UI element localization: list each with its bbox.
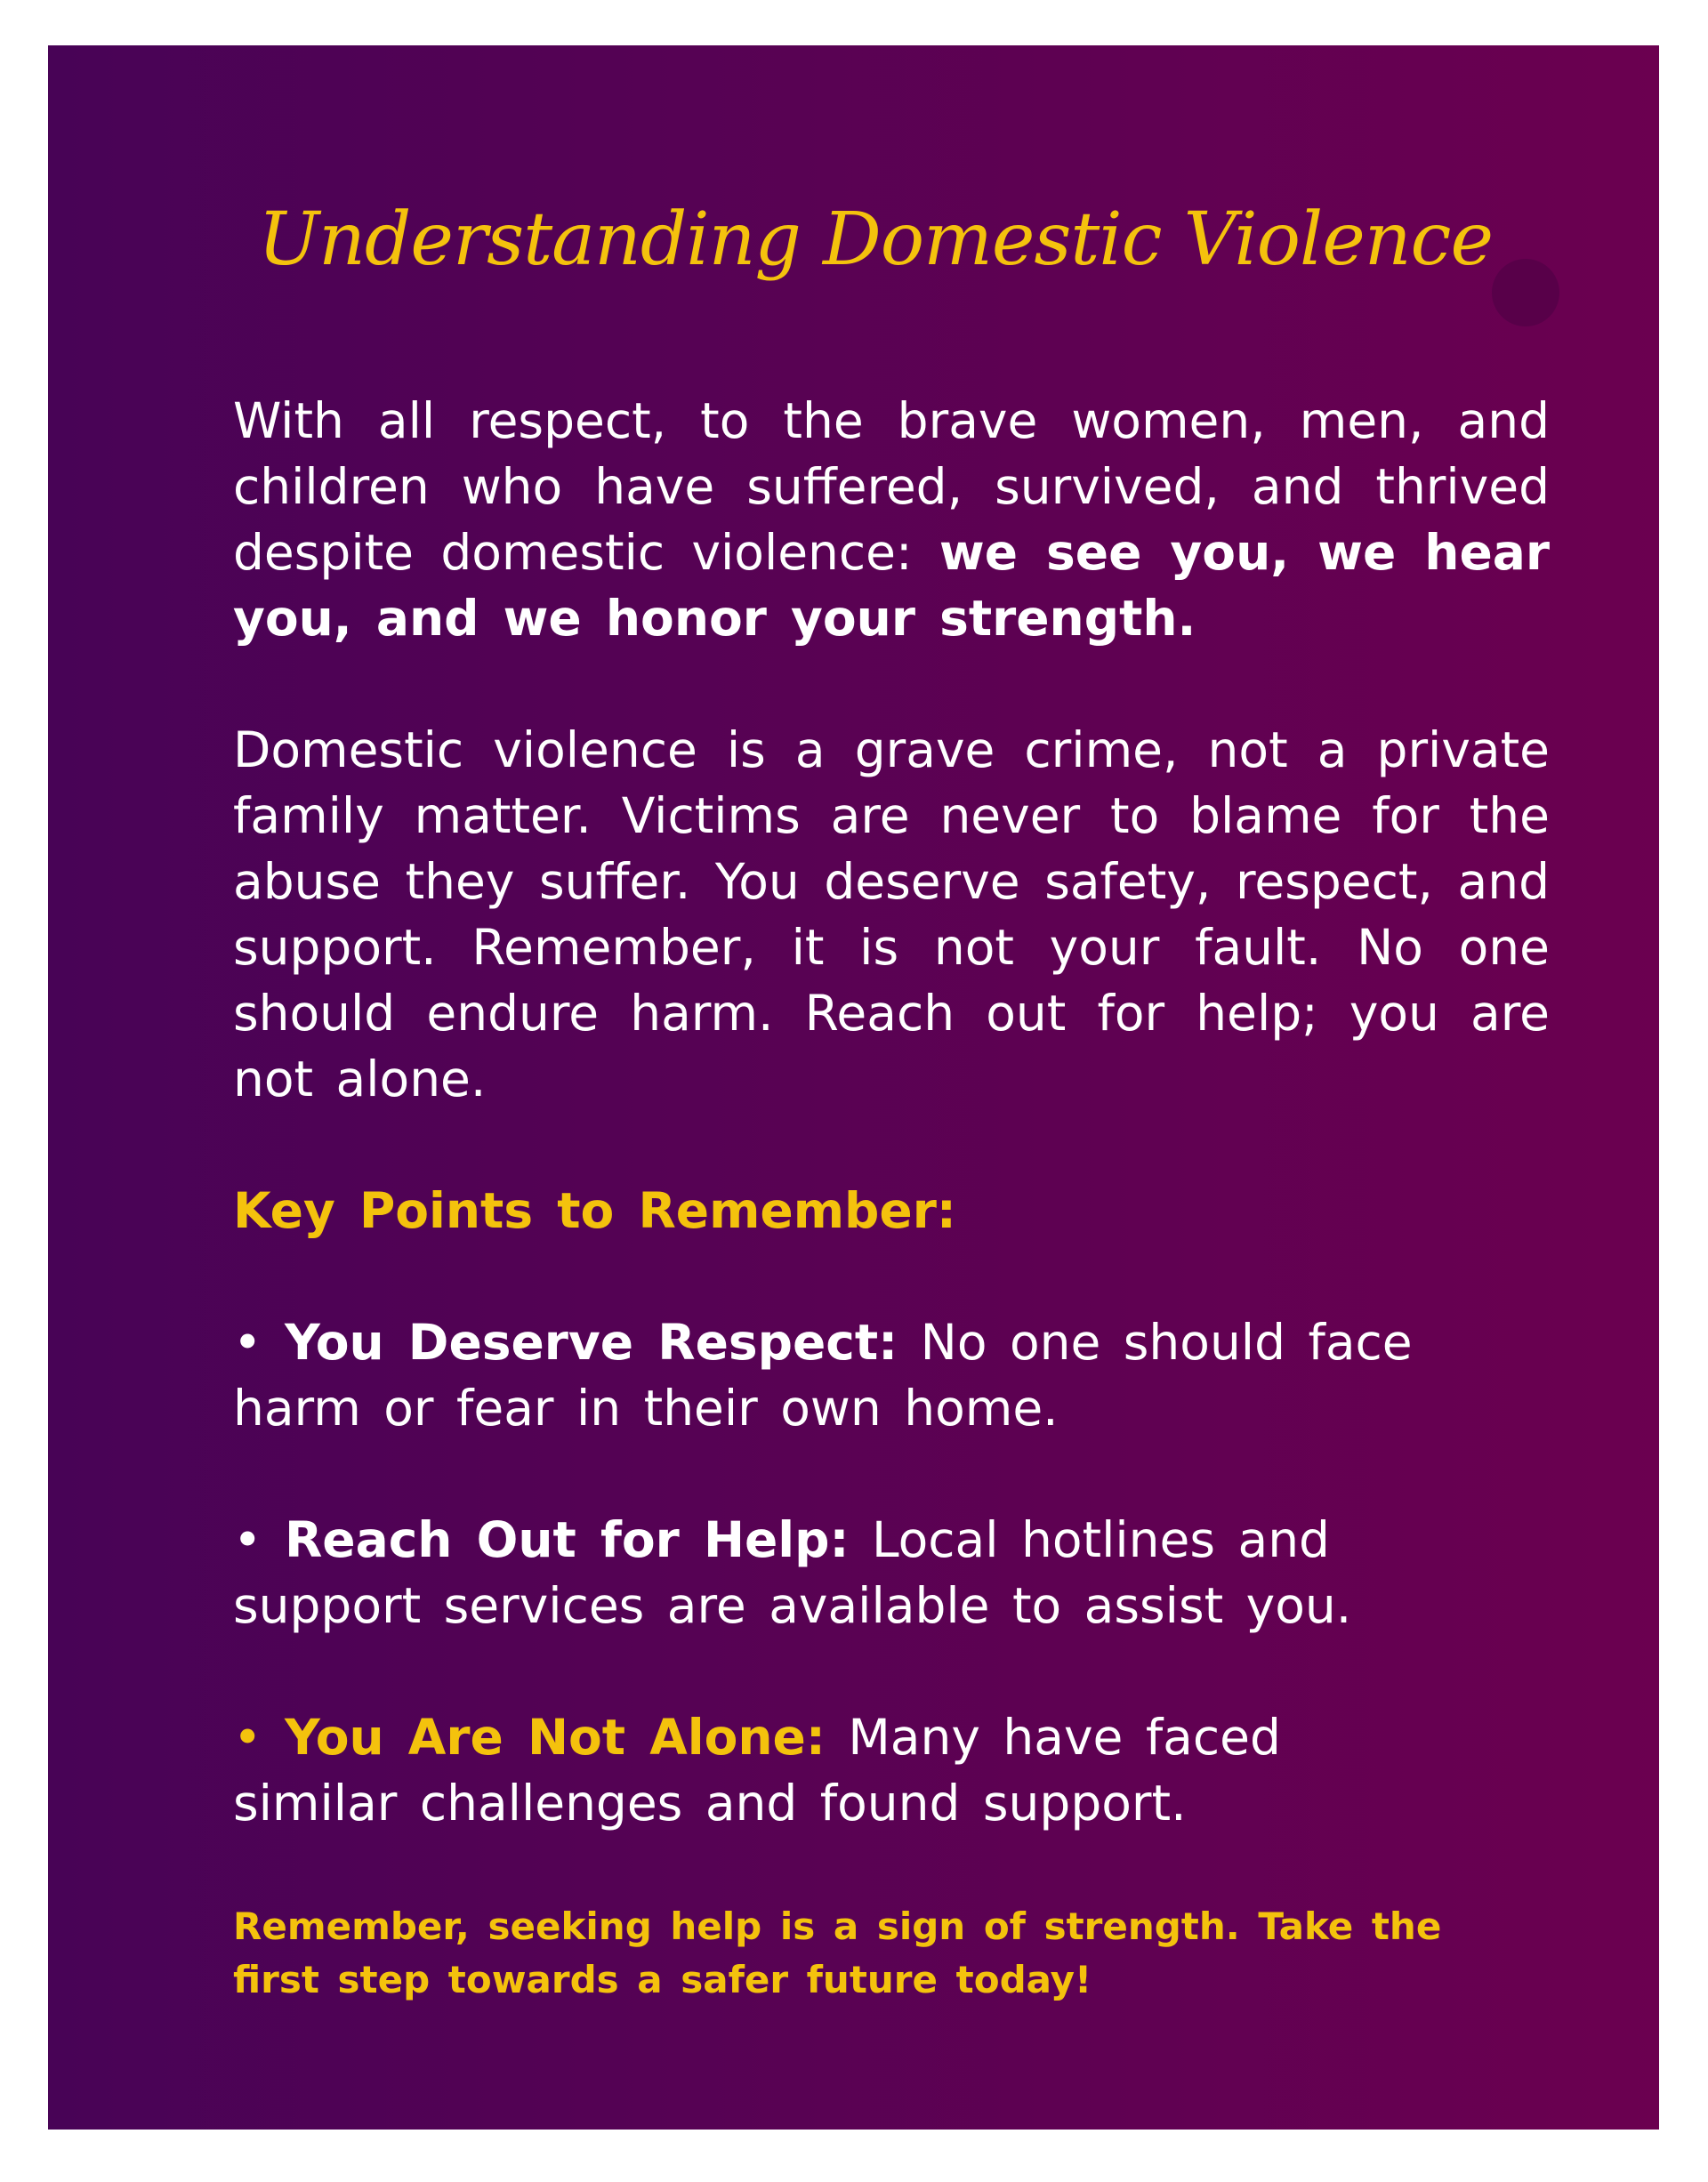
closing-message: Remember, seeking help is a sign of strength. Take the first step towards a safer future today! [233, 1904, 1442, 2001]
main-content [233, 388, 1550, 2007]
bullet-dot: • [233, 1511, 262, 1568]
bullet-dot: • [233, 1709, 262, 1766]
key-point-not-alone [233, 1704, 1443, 1836]
intro-emphasis: we see you, we hear you, and we honor your strength [233, 524, 1551, 647]
key-point-text: No one should face harm or fear in their own home. [233, 1314, 1413, 1437]
intro-text: With all respect, to the brave women, men, and children who have suffered, survived, and thrived despite domestic violence: [233, 392, 1550, 581]
key-point-term: You Are Not Alone: [284, 1709, 826, 1766]
page-title: Understanding Domestic Violence [258, 197, 1493, 282]
key-point-text: Many have faced similar challenges and found support. [233, 1709, 1281, 1832]
poster-background [48, 45, 1659, 2130]
intro-end: . [1177, 590, 1196, 647]
body-paragraph: Domestic violence is a grave crime, not a private family matter. Victims are never to blame for the abuse they suffer. You deserve safety, respect, and support. Remember, it is not your fault. No one should endure harm. Reach out for help; you are not alone. [233, 721, 1550, 1107]
intro-paragraph [233, 388, 1550, 651]
key-point-text: Local hotlines and support services are available to assist you. [233, 1511, 1352, 1634]
key-point-term: You Deserve Respect: [284, 1314, 898, 1371]
bullet-dot: • [233, 1314, 262, 1371]
key-point-respect [233, 1309, 1443, 1441]
key-point-help [233, 1507, 1443, 1639]
key-point-term: Reach Out for Help: [284, 1511, 850, 1568]
key-points-heading: Key Points to Remember: [233, 1182, 956, 1239]
decorative-circle [1492, 259, 1559, 326]
